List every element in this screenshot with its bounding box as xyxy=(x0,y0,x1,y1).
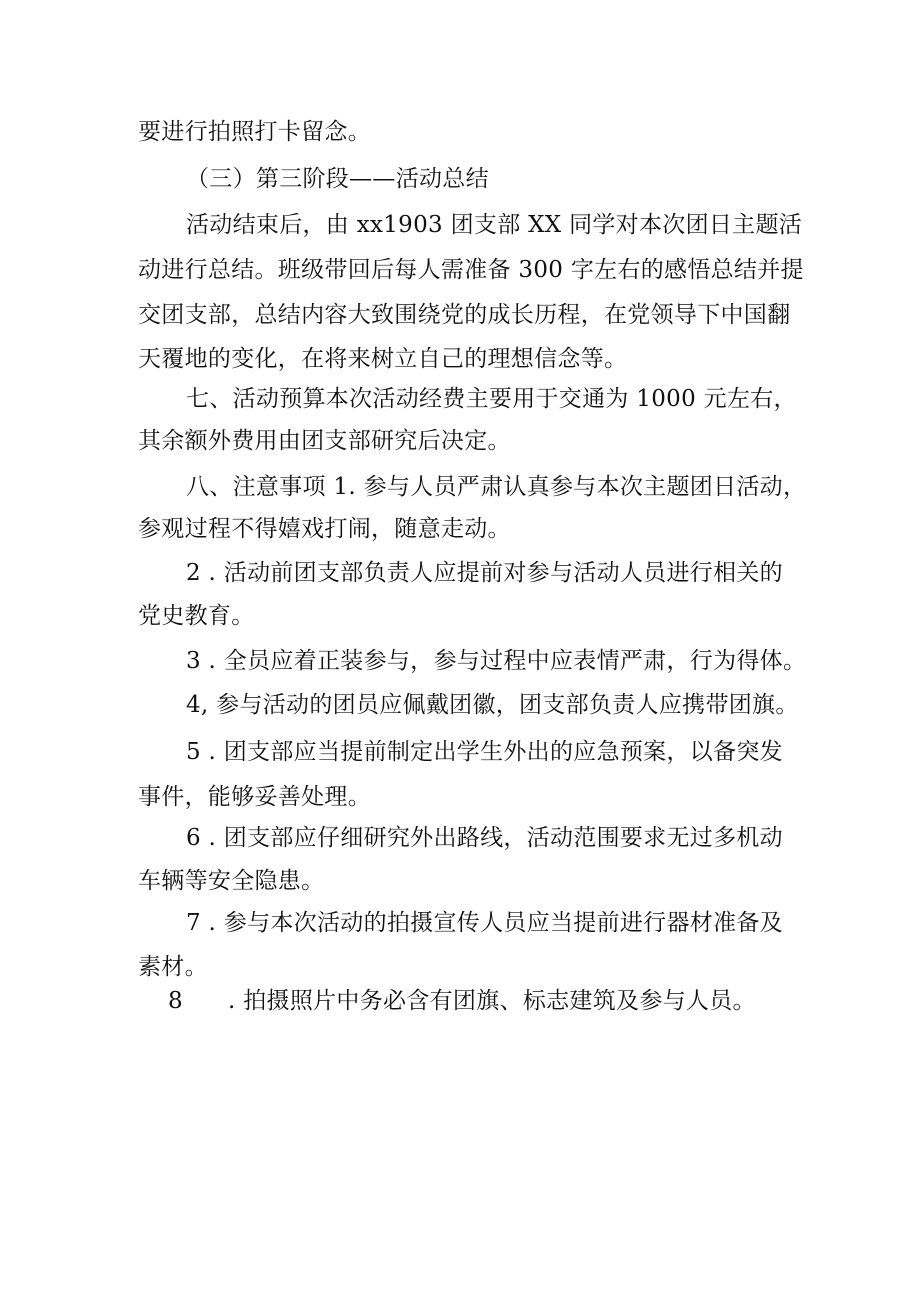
section-heading-stage-three: （三）第三阶段——活动总结 xyxy=(186,166,489,192)
list-item-5: 5 . 团支部应当提前制定出学生外出的应急预案，以备突发 xyxy=(186,739,783,765)
list-item-3: 3 . 全员应着正装参与，参与过程中应表情严肃，行为得体。 xyxy=(186,648,807,674)
paragraph-line: 参观过程不得嬉戏打闹，随意走动。 xyxy=(138,516,511,542)
paragraph-line: 要进行拍照打卡留念。 xyxy=(138,119,371,145)
list-item-8-text: . 拍摄照片中务必含有团旗、标志建筑及参与人员。 xyxy=(228,988,756,1014)
paragraph-line: 天覆地的变化，在将来树立自己的理想信念等。 xyxy=(138,346,628,372)
paragraph-line: 动进行总结。班级带回后每人需准备 300 字左右的感悟总结并提 xyxy=(138,257,804,283)
section-notes-line: 八、注意事项 1. 参与人员严肃认真参与本次主题团日活动， xyxy=(186,474,807,500)
paragraph-line: 素材。 xyxy=(138,954,208,980)
paragraph-line: 事件，能够妥善处理。 xyxy=(138,784,371,810)
paragraph-line: 其余额外费用由团支部研究后决定。 xyxy=(138,428,511,454)
list-item-6: 6 . 团支部应仔细研究外出路线，活动范围要求无过多机动 xyxy=(186,825,783,851)
paragraph-line: 车辆等安全隐患。 xyxy=(138,868,325,894)
list-item-2: 2 . 活动前团支部负责人应提前对参与活动人员进行相关的 xyxy=(186,560,783,586)
paragraph-line: 党史教育。 xyxy=(138,603,255,629)
list-item-7: 7 . 参与本次活动的拍摄宣传人员应当提前进行器材准备及 xyxy=(186,910,783,936)
paragraph-line: 交团支部，总结内容大致围绕党的成长历程，在党领导下中国翻 xyxy=(138,302,791,328)
list-item-8-number: 8 xyxy=(168,988,183,1014)
section-budget-line: 七、活动预算本次活动经费主要用于交通为 1000 元左右， xyxy=(186,386,797,412)
paragraph-line: 活动结束后，由 xx1903 团支部 XX 同学对本次团日主题活 xyxy=(186,212,803,238)
list-item-4: 4, 参与活动的团员应佩戴团徽，团支部负责人应携带团旗。 xyxy=(186,692,799,718)
